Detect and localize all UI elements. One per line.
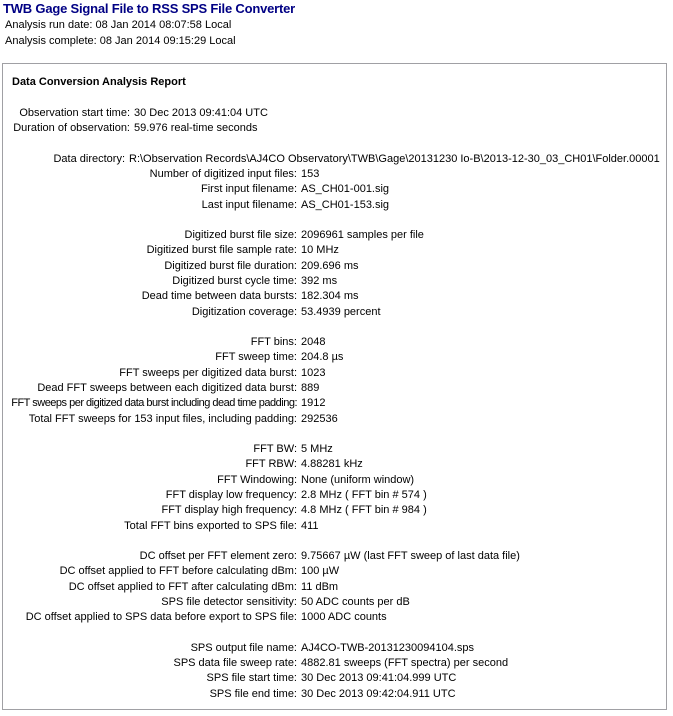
report-field bbox=[3, 580, 666, 595]
analysis-complete-date: Analysis complete: 08 Jan 2014 09:15:29 Local bbox=[5, 35, 236, 47]
field-label: Last input filename: bbox=[201, 198, 297, 211]
report-field bbox=[3, 259, 666, 274]
field-value: 411 bbox=[301, 519, 319, 532]
field-label: SPS data file sweep rate: bbox=[173, 656, 297, 669]
report-field bbox=[3, 671, 666, 686]
report-heading: Data Conversion Analysis Report bbox=[12, 76, 186, 88]
observation-group bbox=[3, 106, 666, 137]
report-field bbox=[3, 289, 666, 304]
field-label: Digitization coverage: bbox=[191, 305, 297, 318]
report-field bbox=[3, 442, 666, 457]
field-value: R:\Observation Records\AJ4CO Observatory\TWB\Gage\20131230 Io-B\2013-12-30_03_CH01\Folder.00001 bbox=[129, 152, 660, 165]
field-label: Number of digitized input files: bbox=[149, 167, 297, 180]
field-label: SPS file end time: bbox=[209, 687, 297, 700]
analysis-run-date: Analysis run date: 08 Jan 2014 08:07:58 Local bbox=[5, 19, 232, 31]
field-value: 153 bbox=[301, 167, 320, 180]
report-field bbox=[3, 457, 666, 472]
digitized-burst-group bbox=[3, 228, 666, 320]
report-field bbox=[3, 350, 666, 365]
field-value: 2096961 samples per file bbox=[301, 228, 424, 241]
dc-offset-group bbox=[3, 549, 666, 626]
field-value: 889 bbox=[301, 381, 320, 394]
field-value: 100 µW bbox=[301, 565, 340, 578]
field-label: DC offset applied to FFT after calculating dBm: bbox=[68, 580, 297, 593]
field-label: FFT bins: bbox=[250, 335, 297, 348]
report-field bbox=[3, 182, 666, 197]
field-value: 2.8 MHz ( FFT bin # 574 ) bbox=[301, 488, 427, 501]
field-value: 1000 ADC counts bbox=[301, 611, 387, 624]
field-label: FFT BW: bbox=[253, 442, 297, 455]
field-label: SPS file start time: bbox=[206, 672, 297, 685]
field-label: Duration of observation: bbox=[13, 122, 130, 135]
field-value: 50 ADC counts per dB bbox=[301, 595, 410, 608]
report-field bbox=[3, 167, 666, 182]
report-field bbox=[3, 274, 666, 289]
field-label: FFT sweep time: bbox=[215, 351, 297, 364]
field-value: 2048 bbox=[301, 335, 326, 348]
field-value: 1912 bbox=[301, 397, 326, 410]
report-field bbox=[3, 381, 666, 396]
report-field bbox=[3, 564, 666, 579]
field-label: SPS output file name: bbox=[190, 641, 297, 654]
field-label: DC offset applied to SPS data before export to SPS file: bbox=[25, 611, 297, 624]
page-title: TWB Gage Signal File to RSS SPS File Converter bbox=[3, 1, 296, 16]
field-label: DC offset per FFT element zero: bbox=[139, 549, 297, 562]
field-label: Digitized burst file sample rate: bbox=[146, 244, 297, 257]
fft-bandwidth-group bbox=[3, 442, 666, 534]
report-field bbox=[3, 656, 666, 671]
field-value: 30 Dec 2013 09:42:04.911 UTC bbox=[301, 687, 456, 700]
field-label: Data directory: bbox=[53, 152, 125, 165]
field-label: Dead time between data bursts: bbox=[141, 290, 297, 303]
field-value: 4882.81 sweeps (FFT spectra) per second bbox=[301, 656, 509, 669]
field-label: Total FFT bins exported to SPS file: bbox=[124, 519, 297, 532]
analysis-report-panel bbox=[2, 63, 667, 710]
field-label: Dead FFT sweeps between each digitized data burst: bbox=[37, 381, 297, 394]
field-value: 4.8 MHz ( FFT bin # 984 ) bbox=[301, 504, 427, 517]
field-value: None (uniform window) bbox=[301, 473, 415, 486]
field-value: AS_CH01-001.sig bbox=[301, 183, 390, 196]
report-field bbox=[3, 198, 666, 213]
field-label: FFT RBW: bbox=[245, 458, 297, 471]
field-value: AJ4CO-TWB-20131230094104.sps bbox=[301, 641, 475, 654]
field-value: 9.75667 µW (last FFT sweep of last data file) bbox=[301, 549, 520, 562]
field-value: 30 Dec 2013 09:41:04.999 UTC bbox=[301, 672, 457, 685]
report-field bbox=[3, 243, 666, 258]
field-label: Total FFT sweeps for 153 input files, including padding: bbox=[28, 412, 297, 425]
field-value: 11 dBm bbox=[301, 580, 339, 593]
field-value: 4.88281 kHz bbox=[301, 458, 363, 471]
report-field bbox=[3, 106, 666, 121]
report-field bbox=[3, 687, 666, 702]
field-value: 392 ms bbox=[301, 274, 338, 287]
report-field bbox=[3, 473, 666, 488]
field-label: Digitized burst file size: bbox=[184, 228, 297, 241]
report-field bbox=[3, 610, 666, 625]
field-value: 5 MHz bbox=[301, 442, 333, 455]
field-value: 204.8 µs bbox=[301, 351, 344, 364]
field-value: AS_CH01-153.sig bbox=[301, 198, 390, 211]
report-field bbox=[3, 228, 666, 243]
field-label: FFT Windowing: bbox=[217, 473, 297, 486]
field-label: First input filename: bbox=[201, 183, 297, 196]
report-field bbox=[3, 641, 666, 656]
field-label: FFT sweeps per digitized data burst including dead time padding: bbox=[11, 397, 297, 410]
field-value: 292536 bbox=[301, 412, 338, 425]
field-value: 53.4939 percent bbox=[301, 305, 381, 318]
field-value: 209.696 ms bbox=[301, 259, 359, 272]
field-label: Observation start time: bbox=[19, 107, 130, 119]
report-field bbox=[3, 152, 666, 167]
field-label: FFT display high frequency: bbox=[161, 504, 297, 517]
field-label: SPS file detector sensitivity: bbox=[161, 595, 297, 608]
fft-sweeps-group bbox=[3, 335, 666, 427]
field-value: 59.976 real-time seconds bbox=[134, 122, 258, 135]
sps-output-group bbox=[3, 641, 666, 702]
report-field bbox=[3, 488, 666, 503]
report-field bbox=[3, 121, 666, 136]
field-value: 182.304 ms bbox=[301, 290, 359, 303]
field-label: Digitized burst cycle time: bbox=[172, 274, 297, 287]
field-label: FFT sweeps per digitized data burst: bbox=[119, 366, 297, 379]
report-field bbox=[3, 305, 666, 320]
field-label: FFT display low frequency: bbox=[165, 488, 297, 501]
field-value: 1023 bbox=[301, 366, 326, 379]
report-field bbox=[3, 549, 666, 564]
report-field bbox=[3, 595, 666, 610]
report-field bbox=[3, 519, 666, 534]
field-value: 10 MHz bbox=[301, 244, 339, 257]
report-field bbox=[3, 396, 666, 411]
field-label: DC offset applied to FFT before calculating dBm: bbox=[59, 565, 297, 578]
report-field bbox=[3, 503, 666, 518]
report-field bbox=[3, 366, 666, 381]
field-label: Digitized burst file duration: bbox=[164, 259, 297, 272]
report-field bbox=[3, 412, 666, 427]
input-files-group bbox=[3, 152, 666, 213]
report-field bbox=[3, 335, 666, 350]
field-value: 30 Dec 2013 09:41:04 UTC bbox=[134, 107, 268, 119]
